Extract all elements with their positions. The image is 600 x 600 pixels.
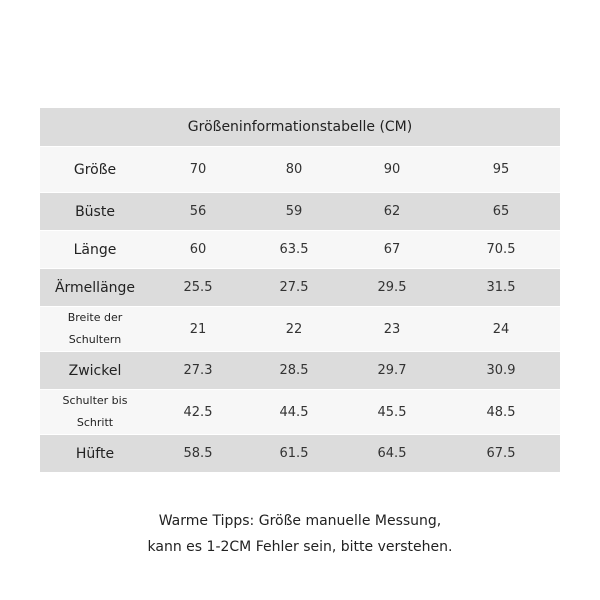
footer-note-line: kann es 1-2CM Fehler sein, bitte verstehen. [147,539,453,555]
table-cell: 56 [150,193,246,231]
table-title: Größeninformationstabelle (CM) [40,108,560,147]
table-row-size [40,147,560,193]
table-row-gusset [40,352,560,390]
footer-note [0,508,600,560]
table-cell: 61.5 [246,435,342,473]
table-cell: 60 [150,231,246,269]
table-cell: 70.5 [442,231,560,269]
row-label-line: Schulter bis [62,394,128,407]
row-label: Büste [40,193,150,231]
row-label: Länge [40,231,150,269]
table-cell: 58.5 [150,435,246,473]
table-cell: 22 [246,307,342,352]
table-cell: 31.5 [442,269,560,307]
table-cell: 29.5 [342,269,442,307]
table-cell: 70 [150,147,246,193]
table-row-shoulder-to-crotch [40,390,560,435]
table-cell: 27.5 [246,269,342,307]
table-cell: 28.5 [246,352,342,390]
row-label-line: Breite der [67,311,123,324]
table-cell: 67.5 [442,435,560,473]
table-cell: 62 [342,193,442,231]
row-label [40,307,150,352]
table-row-hip [40,435,560,473]
table-cell: 90 [342,147,442,193]
table-cell: 95 [442,147,560,193]
row-label-line: Schultern [68,333,122,346]
table-title-row [40,108,560,147]
table-row-shoulder-width [40,307,560,352]
table-cell: 65 [442,193,560,231]
row-label: Größe [40,147,150,193]
table-cell: 48.5 [442,390,560,435]
table-cell: 30.9 [442,352,560,390]
row-label: Hüfte [40,435,150,473]
row-label-line: Schritt [76,416,114,429]
table-cell: 42.5 [150,390,246,435]
row-label: Ärmellänge [40,269,150,307]
table-cell: 29.7 [342,352,442,390]
table-cell: 67 [342,231,442,269]
table-cell: 44.5 [246,390,342,435]
table-row-sleeve-length [40,269,560,307]
row-label: Zwickel [40,352,150,390]
table-cell: 27.3 [150,352,246,390]
table-cell: 80 [246,147,342,193]
table-cell: 23 [342,307,442,352]
table-row-length [40,231,560,269]
table-row-bust [40,193,560,231]
table-cell: 24 [442,307,560,352]
row-label [40,390,150,435]
table-cell: 25.5 [150,269,246,307]
table-cell: 45.5 [342,390,442,435]
table-cell: 21 [150,307,246,352]
size-table [40,108,560,473]
table-cell: 59 [246,193,342,231]
table-cell: 63.5 [246,231,342,269]
table-cell: 64.5 [342,435,442,473]
footer-note-line: Warme Tipps: Größe manuelle Messung, [158,513,442,529]
